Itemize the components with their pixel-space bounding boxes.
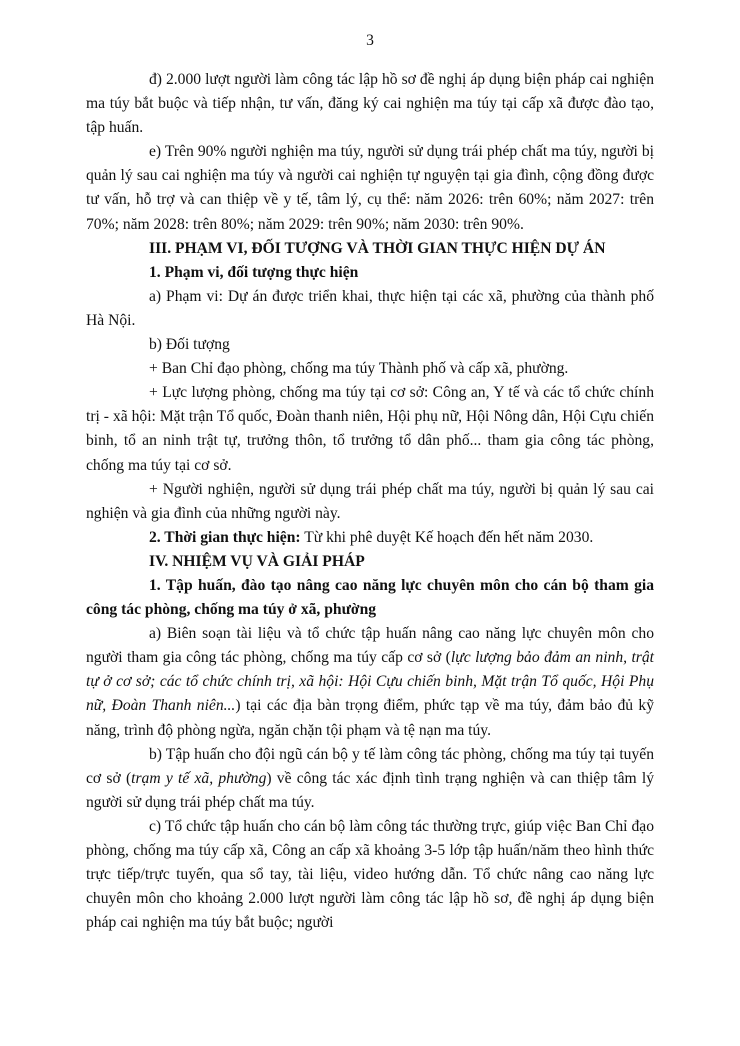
section-heading-iii: III. PHẠM VI, ĐỐI TƯỢNG VÀ THỜI GIAN THỰC HIỆN DỰ ÁN — [149, 239, 606, 257]
training-b-text-1: b) Tập huấn cho đội ngũ cán bộ y tế làm công tác phòng, chống ma túy tại tuyến cơ sở ( — [86, 745, 654, 787]
subject-item-addicts: + Người nghiện, người sử dụng trái phép chất ma túy, người bị quản lý sau cai nghiện và gia đình của những người này. — [86, 480, 654, 522]
paragraph-scope: a) Phạm vi: Dự án được triển khai, thực hiện tại các xã, phường của thành phố Hà Nội. — [86, 287, 654, 329]
paragraph-time — [86, 526, 654, 550]
document-body — [86, 68, 654, 935]
subheading-training: 1. Tập huấn, đào tạo nâng cao năng lực chuyên môn cho cán bộ tham gia công tác phòng, chống ma túy ở xã, phường — [86, 576, 654, 619]
paragraph-training-b — [86, 743, 654, 815]
subject-item-steering-committee: + Ban Chỉ đạo phòng, chống ma túy Thành phố và cấp xã, phường. — [149, 360, 569, 378]
page-number: 3 — [366, 32, 374, 49]
training-b-italic: trạm y tế xã, phường — [131, 769, 267, 787]
paragraph-training-c: c) Tổ chức tập huấn cho cán bộ làm công tác thường trực, giúp việc Ban Chỉ đạo phòng, chống ma túy cấp xã, Công an cấp xã khoảng 3-5 lớp tập huấn/năm theo hình thức trực tiếp/trực tuyến, qua sổ tay, tài liệu, video hướng dẫn. Tổ chức nâng cao năng lực chuyên môn cho khoảng 2.000 lượt người làm công tác lập hồ sơ, đề nghị áp dụng biện pháp cai nghiện ma túy bắt buộc; người — [86, 817, 654, 932]
training-a-text-1: a) Biên soạn tài liệu và tổ chức tập huấn nâng cao năng lực chuyên môn cho người tham gia công tác phòng, chống ma túy cấp cơ sở ( — [86, 625, 654, 667]
paragraph-subjects: b) Đối tượng — [149, 336, 230, 354]
training-a-italic: lực lượng bảo đảm an ninh, trật tự ở cơ sở; các tổ chức chính trị, xã hội: Hội Cựu chiến binh, Mặt trận Tổ quốc, Hội Phụ nữ, Đoàn Thanh niên... — [86, 649, 654, 715]
training-b-text-2: ) về công tác xác định tình trạng nghiện và can thiệp tâm lý người sử dụng trái phép chất ma túy. — [86, 769, 654, 811]
subheading-scope-subjects: 1. Phạm vi, đối tượng thực hiện — [149, 263, 359, 281]
subject-item-forces: + Lực lượng phòng, chống ma túy tại cơ sở: Công an, Y tế và các tổ chức chính trị - xã hội: Mặt trận Tổ quốc, Đoàn thanh niên, Hội phụ nữ, Hội Nông dân, Hội Cựu chiến binh, tổ an ninh trật tự, trưởng thôn, tổ trưởng tổ dân phố... tham gia công tác phòng, chống ma túy tại cơ sở. — [86, 384, 654, 474]
paragraph-d: đ) 2.000 lượt người làm công tác lập hồ sơ đề nghị áp dụng biện pháp cai nghiện ma túy bắt buộc và tiếp nhận, tư vấn, đăng ký cai nghiện ma túy tại cấp xã được đào tạo, tập huấn. — [86, 71, 654, 137]
time-label: 2. Thời gian thực hiện: — [149, 528, 301, 546]
paragraph-e: e) Trên 90% người nghiện ma túy, người sử dụng trái phép chất ma túy, người bị quản lý sau cai nghiện ma túy và người cai nghiện tự nguyện tại gia đình, cộng đồng được tư vấn, hỗ trợ và can thiệp về y tế, tâm lý, cụ thể: năm 2026: trên 60%; năm 2027: trên 70%; năm 2028: trên 80%; năm 2029: trên 90%; năm 2030: trên 90%. — [86, 143, 654, 233]
time-text: Từ khi phê duyệt Kế hoạch đến hết năm 2030. — [300, 528, 594, 546]
training-a-text-2: ) tại các địa bàn trọng điểm, phức tạp về ma túy, đảm bảo đủ kỹ năng, trình độ phòng ngừa, ngăn chặn tội phạm và tệ nạn ma túy. — [86, 697, 654, 739]
paragraph-training-a — [86, 622, 654, 742]
section-heading-iv: IV. NHIỆM VỤ VÀ GIẢI PHÁP — [149, 552, 365, 570]
